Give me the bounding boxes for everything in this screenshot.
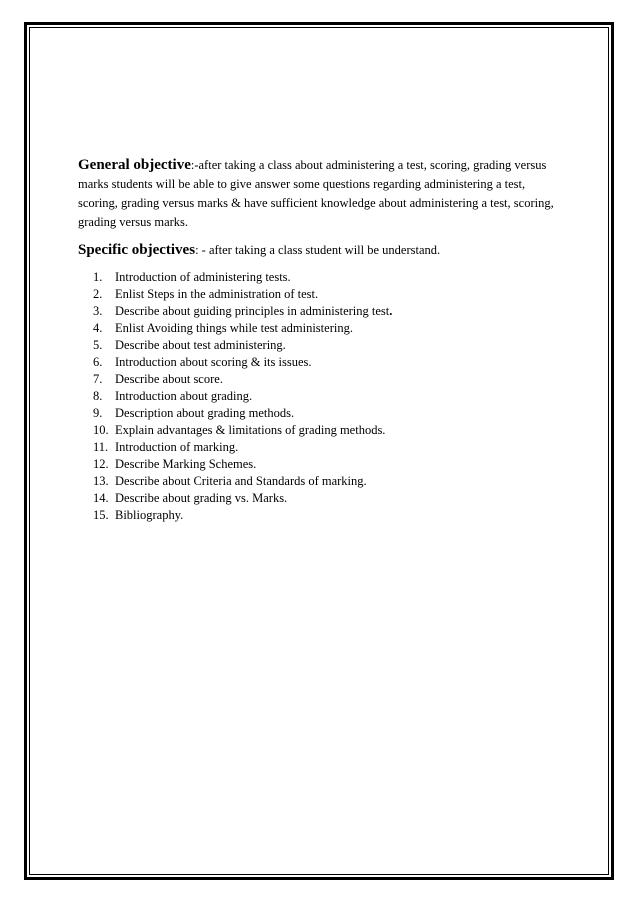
- general-objective-label: General objective: [78, 157, 191, 173]
- list-item-text: Describe about score.: [115, 372, 223, 386]
- specific-objectives-paragraph: [78, 241, 558, 260]
- list-item: [93, 490, 558, 507]
- list-item-number: 2.: [93, 287, 103, 301]
- list-item-text: Introduction about scoring & its issues.: [115, 355, 312, 369]
- list-item-text: Enlist Avoiding things while test administering.: [115, 321, 353, 335]
- list-item-text: Bibliography.: [115, 508, 184, 522]
- list-item-number: 7.: [93, 372, 103, 386]
- list-item: [93, 337, 558, 354]
- list-item-number: 3.: [93, 304, 103, 318]
- list-item-text: Introduction of marking.: [115, 440, 239, 454]
- list-item-number: 1.: [93, 270, 103, 284]
- list-item-text: Describe about grading vs. Marks.: [115, 491, 288, 505]
- list-item-number: 14.: [93, 491, 109, 505]
- list-item: [93, 286, 558, 303]
- objectives-list: [78, 269, 558, 524]
- list-item-text: Explain advantages & limitations of grading methods.: [115, 423, 386, 437]
- list-item: [93, 439, 558, 456]
- list-item-number: 13.: [93, 474, 109, 488]
- list-item-number: 6.: [93, 355, 103, 369]
- specific-objectives-text: : - after taking a class student will be understand.: [195, 243, 441, 257]
- list-item: [93, 303, 558, 320]
- list-item-text: Introduction of administering tests.: [115, 270, 291, 284]
- list-item: [93, 507, 558, 524]
- list-item: [93, 456, 558, 473]
- list-item-number: 12.: [93, 457, 109, 471]
- list-item-text: Description about grading methods.: [115, 406, 295, 420]
- document-body: [78, 156, 558, 524]
- list-item-text: [115, 303, 392, 320]
- list-item-text: Describe about test administering.: [115, 338, 286, 352]
- list-item-bold-period: .: [389, 304, 393, 318]
- list-item: [93, 269, 558, 286]
- list-item-number: 9.: [93, 406, 103, 420]
- list-item: [93, 371, 558, 388]
- list-item-number: 8.: [93, 389, 103, 403]
- list-item-text: Introduction about grading.: [115, 389, 253, 403]
- list-item-number: 11.: [93, 440, 109, 454]
- list-item-number: 15.: [93, 508, 109, 522]
- list-item: [93, 422, 558, 439]
- list-item-text: Enlist Steps in the administration of test.: [115, 287, 319, 301]
- list-item: [93, 388, 558, 405]
- list-item-number: 5.: [93, 338, 103, 352]
- list-item-number: 4.: [93, 321, 103, 335]
- general-objective-text: :-after taking a class about administering a test, scoring, grading versus marks students will be able to give answer some questions regarding administering a test, scoring, grading versus marks & have sufficient knowledge about administering a test, scoring, grading versus marks.: [78, 158, 554, 229]
- general-objective-paragraph: [78, 156, 558, 232]
- list-item: [93, 320, 558, 337]
- specific-objectives-label: Specific objectives: [78, 242, 196, 258]
- list-item-number: 10.: [93, 423, 109, 437]
- list-item: [93, 405, 558, 422]
- list-item-text-main: Describe about guiding principles in administering test: [115, 304, 390, 318]
- list-item: [93, 354, 558, 371]
- list-item-text: Describe about Criteria and Standards of marking.: [115, 474, 367, 488]
- list-item: [93, 473, 558, 490]
- list-item-text: Describe Marking Schemes.: [115, 457, 257, 471]
